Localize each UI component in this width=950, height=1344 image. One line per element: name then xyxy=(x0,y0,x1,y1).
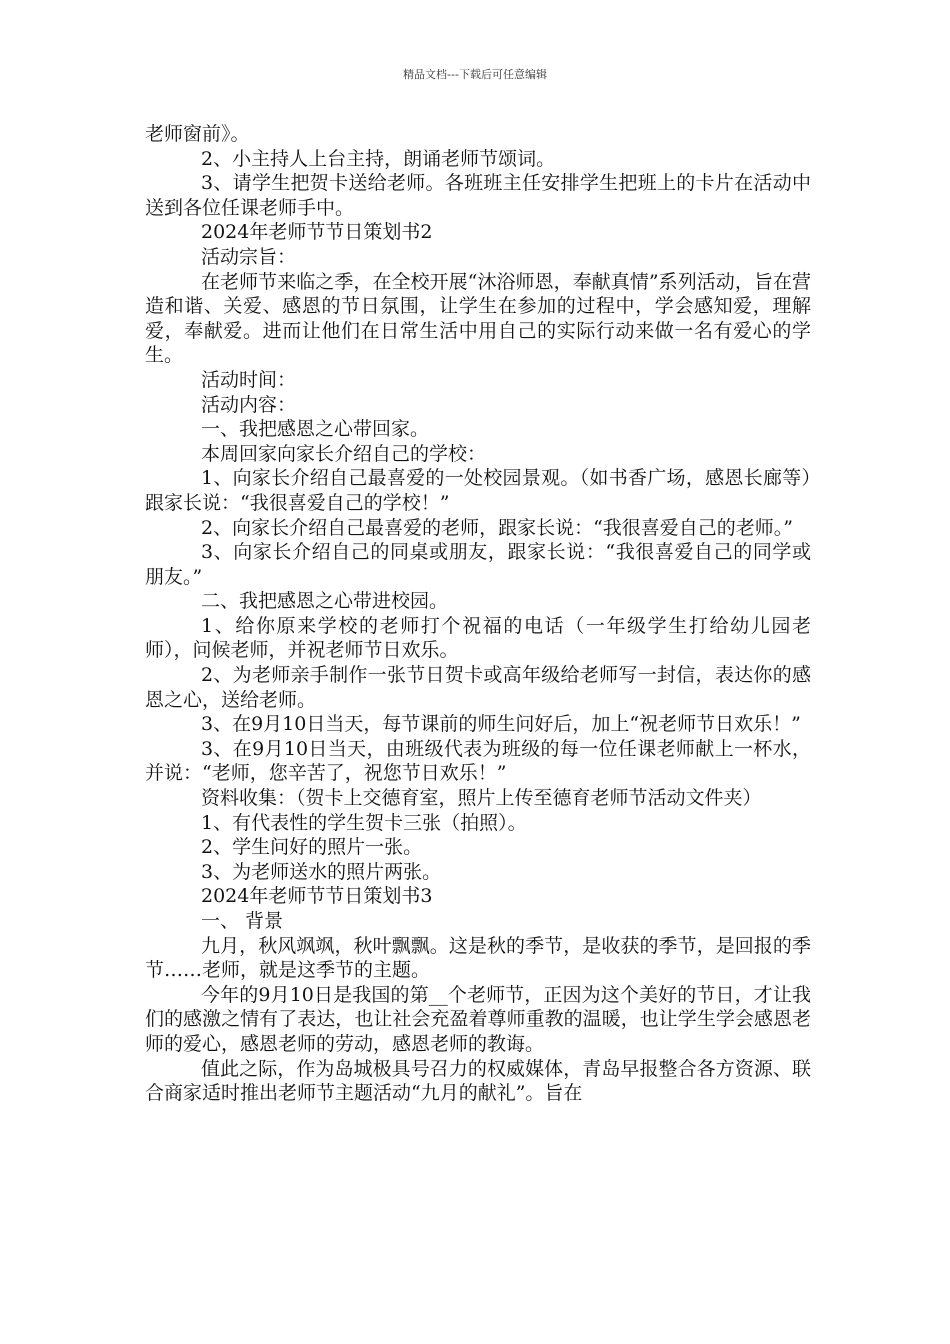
paragraph: 一、我把感恩之心带回家。 xyxy=(201,418,430,441)
paragraph: 本周回家向家长介绍自己的学校： xyxy=(201,442,487,465)
paragraph: 资料收集：（贺卡上交德育室，照片上传至德育老师节活动文件夹） xyxy=(201,787,762,810)
paragraph: 3、在9月10日当天，每节课前的师生问好后，加上“祝老师节日欢乐！” xyxy=(201,713,801,736)
paragraph: 活动内容： xyxy=(201,393,297,416)
paragraph: 在老师节来临之季，在全校开展“沐浴师恩，奉献真情”系列活动，旨在营造和谐、关爱、感恩的节日氛围，让学生在参加的过程中，学会感知爱，理解爱，奉献爱。进而让他们在日常生活中用自己的实际行动来做一名有爱心的学生。 xyxy=(145,270,811,367)
paragraph: 值此之际，作为岛城极具号召力的权威媒体，青岛早报整合各方资源、联合商家适时推出老师节主题活动“九月的献礼”。旨在 xyxy=(145,1057,811,1105)
paragraph: 3、在9月10日当天，由班级代表为班级的每一位任课老师献上一杯水，并说：“老师，您辛苦了，祝您节日欢乐！” xyxy=(145,737,811,785)
paragraph: 一、 背景 xyxy=(201,910,284,932)
page-header: 精品文档---下载后可任意编辑 xyxy=(403,68,547,81)
paragraph: 二、我把感恩之心带进校园。 xyxy=(201,590,449,613)
paragraph: 2、学生问好的照片一张。 xyxy=(201,836,423,859)
paragraph: 1、有代表性的学生贺卡三张（拍照）。 xyxy=(201,811,527,834)
paragraph: 九月，秋风飒飒，秋叶飘飘。这是秋的季节，是收获的季节，是回报的季节……老师，就是这季节的主题。 xyxy=(145,934,811,982)
paragraph: 2、小主持人上台主持，朗诵老师节颂词。 xyxy=(201,147,556,170)
paragraph: 活动宗旨： xyxy=(201,245,297,268)
paragraph: 2024年老师节节日策划书3 xyxy=(201,885,433,908)
document-body xyxy=(145,122,811,1106)
paragraph: 2、为老师亲手制作一张节日贺卡或高年级给老师写一封信，表达你的感恩之心，送给老师。 xyxy=(145,664,811,711)
paragraph: 3、为老师送水的照片两张。 xyxy=(201,860,442,883)
paragraph: 2、向家长介绍自己最喜爱的老师，跟家长说：“我很喜爱自己的老师。” xyxy=(201,516,794,539)
paragraph: 活动时间： xyxy=(201,368,297,391)
paragraph: 老师窗前》。 xyxy=(145,123,250,145)
paragraph: 1、给你原来学校的老师打个祝福的电话（一年级学生打给幼儿园老师），问候老师，并祝老师节日欢乐。 xyxy=(145,614,811,662)
paragraph: 3、向家长介绍自己的同桌或朋友，跟家长说：“我很喜爱自己的同学或朋友。” xyxy=(145,541,811,588)
paragraph: 1、向家长介绍自己最喜爱的一处校园景观。（如书香广场，感恩长廊等）跟家长说：“我很喜爱自己的学校！” xyxy=(145,467,811,514)
paragraph: 2024年老师节节日策划书2 xyxy=(201,221,433,244)
paragraph: 3、请学生把贺卡送给老师。各班班主任安排学生把班上的卡片在活动中送到各位任课老师手中。 xyxy=(145,172,811,219)
paragraph: 今年的9月10日是我国的第__个老师节，正因为这个美好的节日，才让我们的感激之情有了表达，也让社会充盈着尊师重教的温暖，也让学生学会感恩老师的爱心，感恩老师的劳动，感恩老师的教诲。 xyxy=(145,983,811,1055)
